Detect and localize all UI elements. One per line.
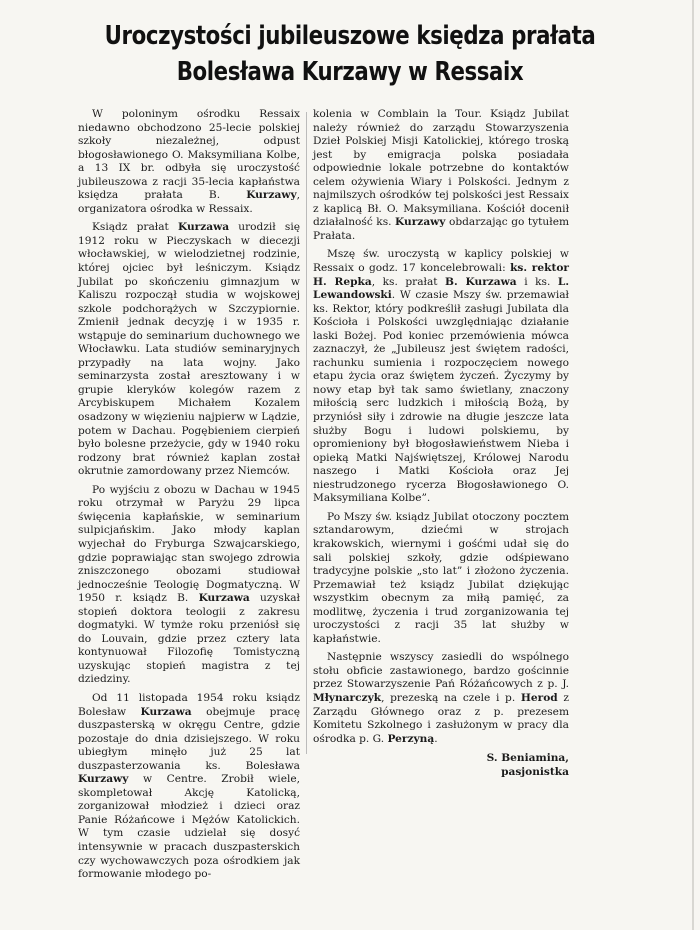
text-run: Po wyjściu z obozu w Dachau w 1945 roku otrzymał w Paryżu 29 lipca święcenia kapłańskie, w seminarium sulpicjańskim. Jako młody kaplan wyjechał do Fryburga Szwajcarskiego, gdzie poprawiając stan swojego zdrowia zniszczonego obozami studiował jednocześnie Teologię Dogmatyczną. W 1950 r. ksiądz B. [78,483,300,605]
bold-name: Herod [520,691,558,704]
bold-name: Kurzawy [395,216,446,229]
paragraph [78,108,300,216]
text-run: Następnie wszyscy zasiedli do wspólnego stołu obficie zastawionego, bardzo gościnnie przez Stowarzyszenie Pań Różańcowych z p. J. [313,651,569,691]
paragraph [78,484,300,687]
text-run: Po Mszy św. ksiądz Jubilat otoczony pocztem sztandarowym, dziećmi w strojach krakowskich, wiernymi i gośćmi udał się do sali polskiej szkoły, gdzie odśpiewano tradycyjne polskie „sto lat” i złożono życzenia. Przemawiał też ksiądz Jubilat dziękując wszystkim obecnym za miłą pamięć, za modlitwę, życzenia i trud zorganizowania tej uroczystości z racji 35 lat służby w kapłaństwie. [313,510,569,645]
signature [313,751,569,779]
bold-name: Kurzawa [198,592,250,605]
bold-name: Młynarczyk [313,691,382,704]
text-run: W poloninym ośrodku Ressaix niedawno obchodzono 25-lecie polskiej szkoły niezależnej, odpust błogosławionego O. Maksymiliana Kolbe, a 13 IX br. odbyła się uroczystość jubileuszowa z racji 35-lecia kapłaństwa księdza prałata B. [78,108,300,202]
scan-edge [692,0,694,930]
text-run: Ksiądz prałat [92,221,178,234]
bold-name: Kurzawy [246,189,297,202]
article-column-left [78,108,300,887]
paragraph [313,108,569,243]
column-divider [306,112,307,754]
text-run: obdarzając go tytułem Prałata. [313,216,570,242]
bold-name: Perzyną [387,732,435,745]
paragraph [313,511,569,646]
text-run: uzyskał stopień doktora teologii z zakresu dogmatyki. W tymże roku przeniósł się do Louvain, gdzie przez cztery lata kontynuował Filozofię Tomistyczną uzyskując stopień magistra z tej dziedziny. [78,592,300,686]
bold-name: B. Kurzawa [445,275,517,288]
bold-name: ks. rektor H. Repka [313,262,569,288]
text-run: i ks. [516,275,558,288]
article-column-right [313,108,569,779]
text-run: urodził się 1912 roku w Pieczyskach w diecezji włocławskiej, w wielodzietnej rodzinie, której ojciec był leśniczym. Ksiądz Jubilat po skończeniu gimnazjum w Kaliszu rozpoczął studia w wojskowej szkole podchorążych w Szczypiornie. Zmienił jednak decyzję i w 1935 r. wstąpuje do seminarium duchownego we Włocławku. Lata studiów seminaryjnych przypadły na lata wojny. Jako seminarzysta został aresztowany i w grupie kleryków kolegów razem z Arcybiskupem Michałem Kozalem osadzony w więzieniu najpierw w Lądzie, potem w Dachau. Pogębieniem cierpień było bolesne przeżycie, gdy w 1940 roku rodzony brat również kaplan został okrutnie zamordowany przez Niemców. [78,221,301,478]
text-run: . [434,732,438,745]
signature-name: S. Beniamina, [486,752,569,765]
paragraph [78,692,300,882]
paragraph [78,221,300,478]
text-run: w Centre. Zrobił wiele, skompletował Akcję Katolicką, zorganizował młodzież i dzieci oraz Panie Różańcowe i Mężów Katolickich. W tym czasie udzielał się dosyć intensywnie w pracach duszpasterskich czy wychowawczych poza ośrodkiem jak formowanie młodego po- [78,773,300,881]
text-run: , organizatora ośrodka w Ressaix. [78,189,300,215]
signature-role: pasjonistka [501,766,569,779]
bold-name: Kurzawy [78,773,129,786]
bold-name: Kurzawa [140,705,192,718]
article-headline [88,18,613,90]
bold-name: L. Lewandowski [313,275,570,302]
headline-line-2: Bolesława Kurzawy w Ressaix [176,57,524,87]
right-column-body [313,108,569,746]
text-run: . W czasie Mszy św. przemawiał ks. Rektor, który podkreślił zasługi Jubilata dla Kościoła i Polskości uwzględniając działanie laski Bożej. Pod koniec przemówienia mówca zaznaczył, że „Jubileusz jest świętem radości, rachunku sumienia i rozpoczęciem nowego etapu życia oraz świętem życzeń. Życzymy by nowy etap był tak samo świetlany, znaczony miłością serc ludzkich i miłością Bożą, by przyniósł siły i zdrowie na długie jeszcze lata służby Bogu i ludowi polskiemu, by opromieniony był błogosławieństwem Nieba i opieką Matki Najświętszej, Królowej Narodu naszego i Matki Kościoła oraz Jej niestrudzonego rycerza Błogosławionego O. Maksymiliana Kolbe”. [313,289,569,505]
paragraph [313,248,569,505]
headline-line-1: Uroczystości jubileuszowe księdza prałata [104,21,596,51]
bold-name: Kurzawa [177,221,230,234]
paragraph [313,651,569,746]
text-run: Od 11 listopada 1954 roku ksiądz Bolesław [78,691,300,718]
text-run: , prezeską na czele i p. [381,691,521,704]
text-run: z Zarządu Głównego oraz z p. prezesem Komitetu Szkolnego i zasłużonym w pracy dla ośrodka p. G. [313,691,570,745]
text-run: , ks. prałat [371,275,446,288]
text-run: kolenia w Comblain la Tour. Ksiądz Jubilat należy również do zarządu Stowarzyszenia Dzieł Polskiej Misji Katolickiej, którego troską jest by emigracja polska posiadała odpowiednie lokale potrzebne do kontaktów celem ożywienia Wiary i Polskości. Jednym z najmilszych ośrodków tej polskości jest Ressaix z kaplicą Bł. O. Maksymiliana. Kościół docenił działalność ks. [313,108,569,229]
text-run: obejmuje pracę duszpasterską w okręgu Centre, gdzie pozostaje do dnia dzisiejszego. W roku ubiegłym minęło już 25 lat duszpasterzowania ks. Bolesława [78,705,300,772]
text-run: Mszę św. uroczystą w kaplicy polskiej w Ressaix o godz. 17 koncelebrowali: [313,248,569,275]
